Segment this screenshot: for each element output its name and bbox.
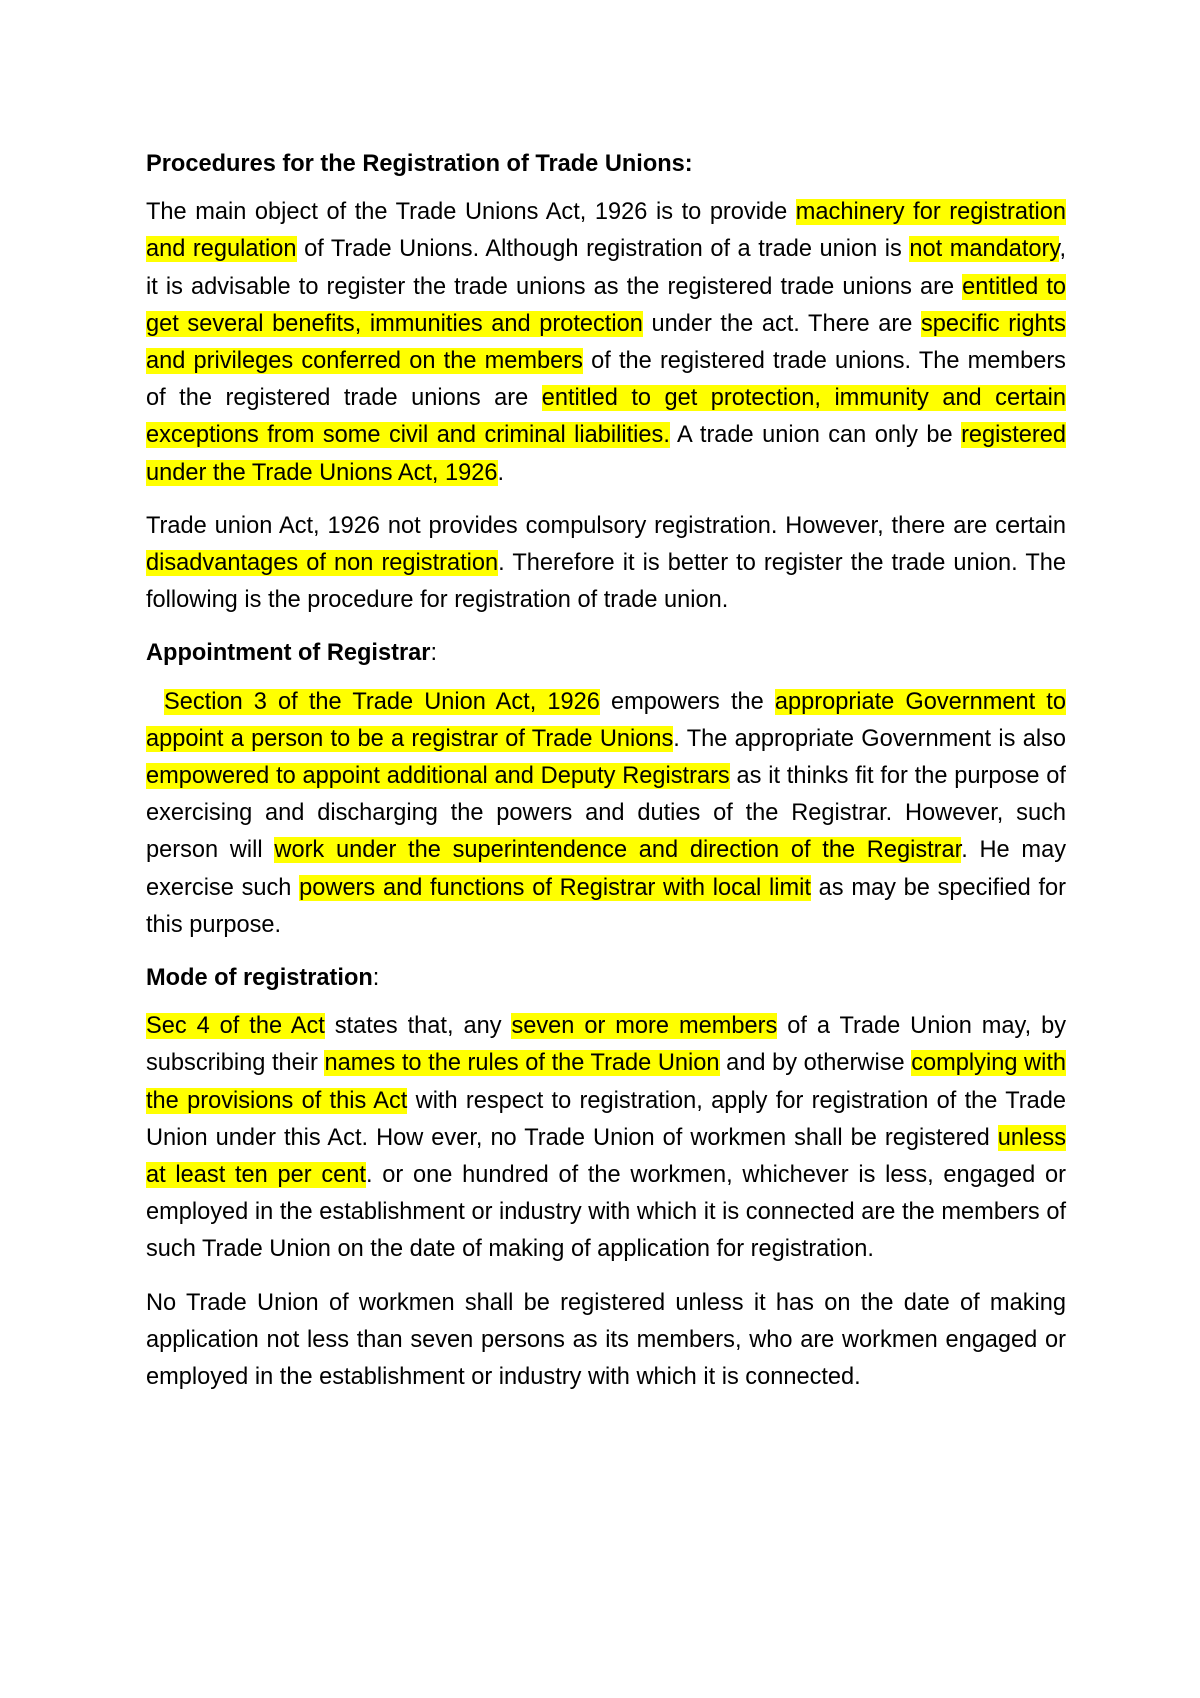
highlighted-text: complying with the provisions of this Act xyxy=(146,1050,1066,1114)
highlighted-text: specific rights and privileges conferred on the members xyxy=(146,310,1066,375)
highlighted-text: names to the rules of the Trade Union xyxy=(324,1050,720,1077)
highlighted-text: registered under the Trade Unions Act, 1926 xyxy=(146,422,1066,486)
document-page xyxy=(146,146,1066,1412)
text-run: of a Trade Union may, by subscribing their xyxy=(146,1013,1066,1077)
highlighted-text: disadvantages of non registration xyxy=(146,550,499,577)
text-run: . or one hundred of the workmen, whichever is less, engaged or employed in the establishment or industry with which it is connected are the members of such Trade Union on the date of making of application for registration. xyxy=(146,1162,1066,1263)
highlighted-text: machinery for registration and regulation xyxy=(146,199,1066,263)
section-heading-text: Appointment of Registrar xyxy=(146,640,431,667)
highlighted-text: unless at least ten per cent xyxy=(146,1124,1066,1189)
text-run: The main object of the Trade Unions Act, 1926 is to provide xyxy=(146,199,796,226)
text-run: under the act. There are xyxy=(642,310,921,337)
highlighted-text: entitled to get several benefits, immunities and protection xyxy=(146,273,1066,337)
highlighted-text: appropriate Government to appoint a person to be a registrar of Trade Unions xyxy=(146,688,1066,752)
text-run: . He may exercise such xyxy=(146,837,1066,901)
section-heading: Appointment of Registrar: xyxy=(146,640,438,667)
highlighted-text: powers and functions of Registrar with local limit xyxy=(299,874,811,901)
highlighted-text: not mandatory xyxy=(909,236,1060,263)
highlighted-text: empowered to appoint additional and Deputy Registrars xyxy=(146,763,730,790)
document-title: Procedures for the Registration of Trade Unions: xyxy=(146,151,693,177)
text-run: as it thinks fit for the purpose of exercising and discharging the powers and duties of the Registrar. However, such person will xyxy=(146,763,1066,864)
section xyxy=(146,194,1066,619)
paragraph xyxy=(146,1008,1066,1268)
text-run: . xyxy=(497,459,505,486)
paragraph xyxy=(146,684,1066,944)
highlighted-text: seven or more members xyxy=(511,1013,778,1040)
text-run: of Trade Unions. Although registration of a trade union is xyxy=(296,236,910,263)
highlighted-text: Section 3 of the Trade Union Act, 1926 xyxy=(164,688,600,715)
text-run: with respect to registration, apply for registration of the Trade Union under this Act. How ever, no Trade Union of workmen shall be registered xyxy=(146,1087,1066,1151)
section xyxy=(146,635,1066,944)
paragraph xyxy=(146,194,1066,492)
highlighted-text: Sec 4 of the Act xyxy=(146,1013,325,1040)
text-run: . Therefore it is better to register the trade union. The following is the procedure for registration of trade union. xyxy=(146,550,1066,614)
highlighted-text: work under the superintendence and direction of the Registrar xyxy=(274,837,962,864)
text-run: and by otherwise xyxy=(719,1050,912,1077)
text-run: states that, any xyxy=(324,1013,512,1040)
text-run: Trade union Act, 1926 not provides compulsory registration. However, there are certain xyxy=(146,512,1066,539)
section xyxy=(146,960,1066,1396)
text-run: . The appropriate Government is also xyxy=(673,725,1067,752)
paragraph xyxy=(146,508,1066,620)
text-run: empowers the xyxy=(599,688,775,715)
section-heading: Mode of registration: xyxy=(146,965,380,992)
text-run: , it is advisable to register the trade unions as the registered trade unions are xyxy=(146,236,1066,300)
paragraph xyxy=(146,1285,1066,1397)
highlighted-text: entitled to get protection, immunity and certain exceptions from some civil and criminal liabilities. xyxy=(146,385,1066,449)
text-run: as may be specified for this purpose. xyxy=(146,874,1066,938)
section-heading-text: Mode of registration xyxy=(146,965,373,992)
text-run: No Trade Union of workmen shall be registered unless it has on the date of making application not less than seven persons as its members, who are workmen engaged or employed in the establishment or industry with which it is connected. xyxy=(146,1289,1066,1391)
document-body xyxy=(146,194,1066,1396)
text-run: A trade union can only be xyxy=(669,422,962,449)
text-run: of the registered trade unions. The members of the registered trade unions are xyxy=(146,348,1066,412)
